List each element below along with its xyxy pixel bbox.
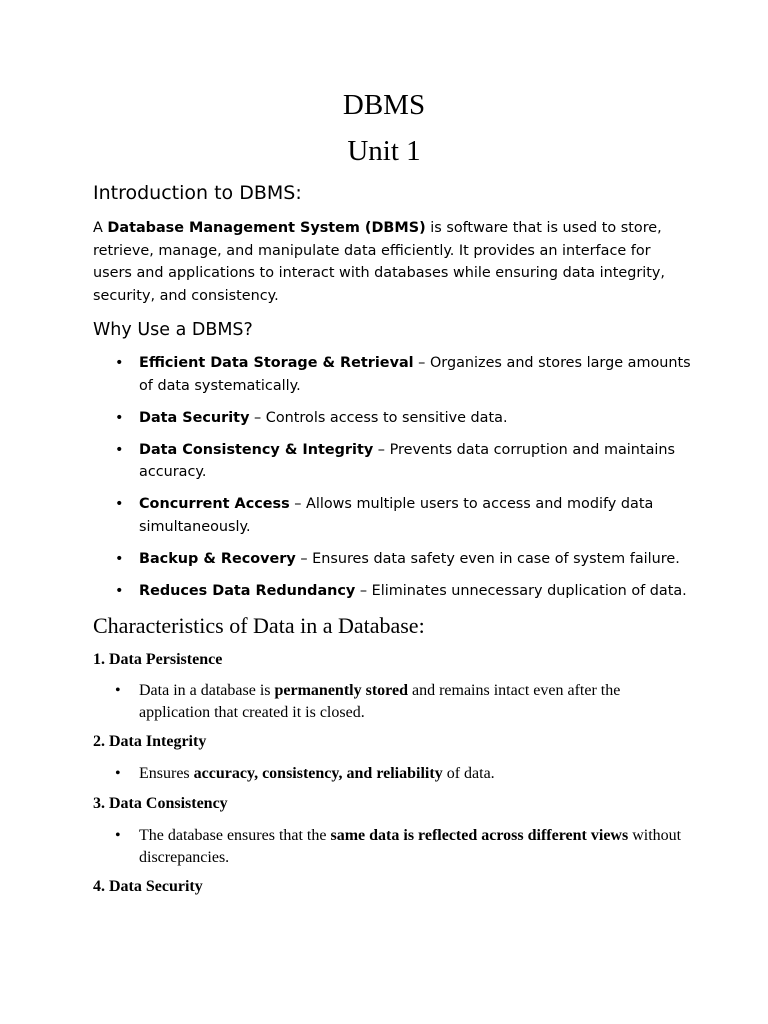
list-item-text: – Allows multiple users to access and modify data simultaneously.: [139, 496, 654, 535]
intro-prefix: A: [93, 220, 108, 236]
list-item-text: of data.: [442, 765, 495, 782]
intro-body: is software that is used to store, retrieve, manage, and manipulate data efficiently. It provides an interface for users and applications to interact with databases while ensuring data integrity, security, and consistency.: [93, 220, 665, 304]
document-subtitle: Unit 1: [347, 135, 421, 167]
bullet-icon: •: [115, 765, 121, 782]
bullet-icon: •: [115, 550, 124, 567]
list-item: [93, 352, 693, 397]
bullet-icon: •: [115, 582, 124, 599]
list-item: [93, 825, 693, 868]
list-item-bold: Reduces Data Redundancy: [139, 582, 356, 599]
list-item-text: – Organizes and stores large amounts of data systematically.: [139, 355, 691, 394]
bullet-icon: •: [115, 409, 124, 426]
list-item: [93, 493, 693, 538]
list-item: [93, 439, 693, 484]
bullet-icon: •: [115, 827, 121, 844]
list-item-bold: Efficient Data Storage & Retrieval: [139, 355, 414, 371]
list-item-bold: Data Consistency & Integrity: [139, 441, 374, 458]
why-heading: Why Use a DBMS?: [93, 320, 253, 340]
bullet-icon: •: [115, 682, 121, 699]
list-item-text: The database ensures that the: [139, 827, 331, 844]
list-item-bold: permanently stored: [274, 682, 408, 699]
section-title: 1. Data Persistence: [93, 651, 223, 668]
section-list: [93, 680, 693, 723]
list-item: [93, 763, 693, 785]
document-title: DBMS: [342, 89, 426, 121]
section-title: 2. Data Integrity: [93, 733, 207, 750]
list-item-bold: accuracy, consistency, and reliability: [193, 765, 443, 782]
bullet-icon: •: [115, 441, 124, 458]
section-list: [93, 825, 693, 868]
bullet-icon: •: [115, 496, 124, 512]
list-item: [93, 680, 693, 723]
why-list: [93, 352, 693, 612]
section-title: 3. Data Consistency: [93, 795, 228, 812]
list-item-text: and remains intact even after the application that created it is closed.: [139, 682, 621, 721]
list-item-bold: Backup & Recovery: [139, 550, 296, 567]
list-item-text: – Controls access to sensitive data.: [249, 409, 508, 426]
list-item-text: – Eliminates unnecessary duplication of data.: [355, 582, 687, 599]
intro-heading: Introduction to DBMS:: [93, 182, 302, 204]
list-item: [93, 548, 693, 571]
bullet-icon: •: [115, 355, 124, 371]
characteristics-heading: Characteristics of Data in a Database:: [93, 613, 425, 638]
list-item-text: Data in a database is: [139, 682, 275, 699]
list-item-bold: Concurrent Access: [139, 496, 290, 512]
list-item-text: – Ensures data safety even in case of system failure.: [295, 550, 680, 567]
list-item-bold: Data Security: [139, 409, 250, 426]
list-item: [93, 407, 693, 430]
list-item-text: – Prevents data corruption and maintains accuracy.: [139, 441, 676, 480]
list-item-bold: same data is reflected across different views: [330, 827, 629, 844]
intro-paragraph: [93, 217, 683, 307]
section-title: 4. Data Security: [93, 878, 203, 895]
list-item-text: without discrepancies.: [139, 827, 682, 866]
intro-term: Database Management System (DBMS): [107, 220, 426, 236]
list-item: [93, 580, 693, 603]
list-item-text: Ensures: [139, 765, 194, 782]
section-list: [93, 763, 693, 785]
